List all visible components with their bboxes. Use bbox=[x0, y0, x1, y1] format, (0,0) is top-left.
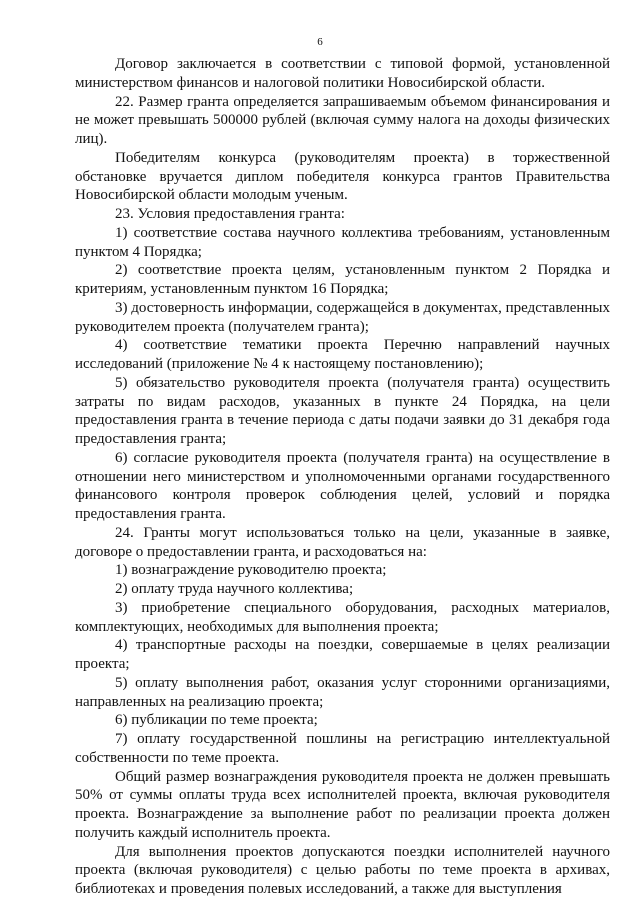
list-item: 4) соответствие тематики проекта Перечню направлений научных исследований (приложение № 4 к настоящему постановлению); bbox=[75, 337, 610, 372]
page-number: 6 bbox=[317, 36, 323, 48]
list-item: 4) транспортные расходы на поездки, совершаемые в целях реализации проекта; bbox=[75, 637, 610, 672]
list-item: 2) соответствие проекта целям, установленным пунктом 2 Порядка и критериям, установленным пунктом 16 Порядка; bbox=[75, 262, 610, 297]
paragraph: 23. Условия предоставления гранта: bbox=[115, 206, 345, 222]
list-item: 3) приобретение специального оборудования, расходных материалов, комплектующих, необходимых для выполнения проекта; bbox=[75, 599, 610, 635]
paragraph: 22. Размер гранта определяется запрашиваемым объемом финансирования и не может превышать 500000 рублей (включая сумму налога на доходы физических лиц). bbox=[75, 93, 610, 147]
list-item: 5) оплату выполнения работ, оказания услуг сторонними организациями, направленных на реализацию проекта; bbox=[75, 674, 610, 710]
paragraph: Для выполнения проектов допускаются поездки исполнителей научного проекта (включая руководителя) с целью работы по теме проекта в архивах, библиотеках и проведения полевых исследований, а также для выступления bbox=[75, 843, 610, 897]
paragraph: Победителям конкурса (руководителям проекта) в торжественной обстановке вручается диплом победителя конкурса грантов Правительства Новосибирской области молодым ученым. bbox=[75, 149, 610, 204]
document-body bbox=[75, 55, 610, 899]
list-item: 1) соответствие состава научного коллектива требованиям, установленным пунктом 4 Порядка; bbox=[75, 224, 610, 260]
list-item: 3) достоверность информации, содержащейся в документах, представленных руководителем проекта (получателем гранта); bbox=[75, 299, 610, 335]
paragraph: 24. Гранты могут использоваться только на цели, указанные в заявке, договоре о предоставлении гранта, и расходоваться на: bbox=[75, 524, 610, 560]
list-item: 6) публикации по теме проекта; bbox=[115, 712, 318, 729]
list-item: 5) обязательство руководителя проекта (получателя гранта) осуществить затраты по видам расходов, указанных в пункте 24 Порядка, на цели предоставления гранта в течение периода с даты подачи заявки до 31 декабря года предоставления гранта; bbox=[75, 374, 610, 447]
list-item: 7) оплату государственной пошлины на регистрацию интеллектуальной собственности по теме проекта. bbox=[75, 731, 610, 766]
list-item: 2) оплату труда научного коллектива; bbox=[115, 581, 354, 597]
list-item: 6) согласие руководителя проекта (получателя гранта) на осуществление в отношении него министерством и уполномоченными органами государственного финансового контроля проверок соблюдения целей, условий и порядка предоставления гранта. bbox=[75, 449, 610, 522]
paragraph: Договор заключается в соответствии с типовой формой, установленной министерством финансов и налоговой политики Новосибирской области. bbox=[75, 56, 610, 91]
paragraph: Общий размер вознаграждения руководителя проекта не должен превышать 50% от суммы оплаты труда всех исполнителей проекта, включая руководителя проекта. Вознаграждение за выполнение работ по реализации проекта должен получить каждый исполнитель проекта. bbox=[75, 768, 610, 841]
list-item: 1) вознаграждение руководителю проекта; bbox=[115, 562, 387, 579]
